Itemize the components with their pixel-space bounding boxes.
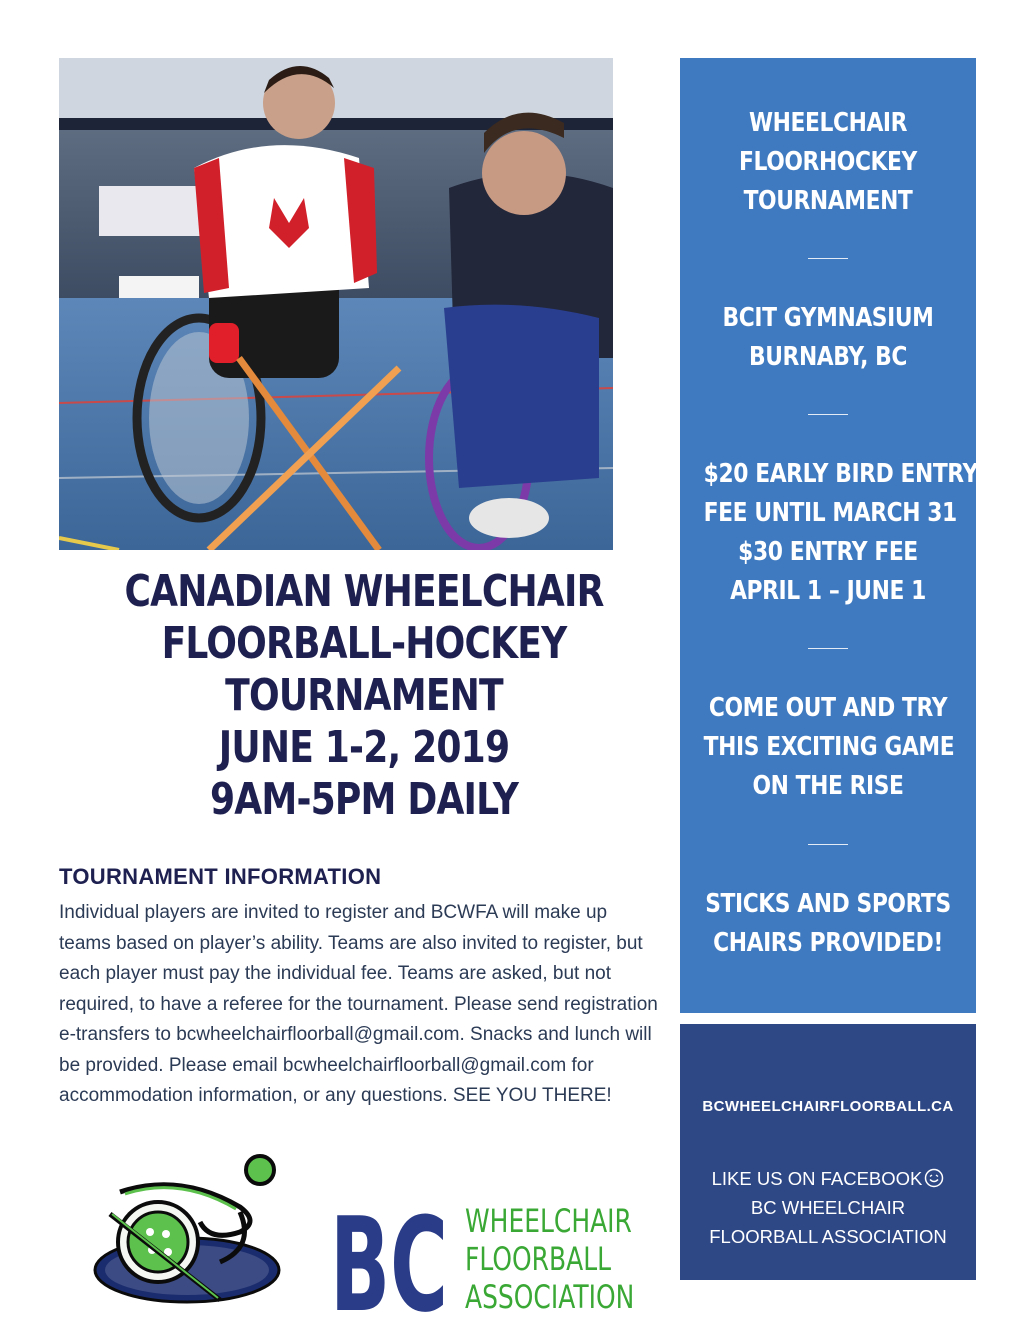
sidebar-line: FLOORHOCKEY bbox=[739, 147, 917, 177]
sidebar-block-equipment bbox=[680, 885, 976, 963]
bc-logo-initials bbox=[330, 1200, 450, 1315]
headline-line-1: CANADIAN WHEELCHAIR bbox=[124, 566, 604, 617]
association-line-1: WHEELCHAIR bbox=[465, 1202, 632, 1240]
sidebar-line: ON THE RISE bbox=[752, 771, 904, 801]
sidebar-block-title bbox=[680, 104, 976, 221]
sidebar-line: TOURNAMENT bbox=[743, 186, 913, 216]
bc-initials: BC bbox=[330, 1200, 448, 1315]
association-line-2: FLOORBALL bbox=[465, 1240, 612, 1278]
facebook-info bbox=[680, 1164, 976, 1251]
wheelchair-players-image bbox=[59, 58, 613, 550]
headline-line-3: TOURNAMENT bbox=[225, 670, 503, 721]
sidebar-line: STICKS AND SPORTS bbox=[705, 889, 951, 919]
facebook-label: LIKE US ON FACEBOOK bbox=[711, 1168, 923, 1189]
association-name bbox=[465, 1202, 682, 1316]
sidebar-block-location bbox=[680, 299, 976, 377]
sidebar-line: THIS EXCITING GAME bbox=[703, 732, 955, 762]
sidebar-block-fees bbox=[680, 455, 976, 611]
association-line-3: ASSOCIATION bbox=[465, 1278, 635, 1316]
info-body: Individual players are invited to register and BCWFA will make up teams based on player’s ability. Teams are also invited to register, but each player must pay the individual fee. Teams are asked, but not required, to have a referee for the tournament. Please send registration e-transfers to bcwheelchairfloorball@gmail.com. Snacks and lunch will be provided. Please email bcwheelchairfloorball@gmail.com for accommodation information, or any questions. SEE YOU THERE! bbox=[59, 902, 658, 1106]
headline-line-5: 9AM-5PM DAILY bbox=[209, 774, 519, 825]
sidebar-divider bbox=[808, 844, 848, 845]
headline-line-4: JUNE 1-2, 2019 bbox=[218, 722, 510, 773]
sidebar-line: BURNABY, BC bbox=[749, 342, 907, 372]
sidebar-divider bbox=[808, 258, 848, 259]
facebook-line-2: BC WHEELCHAIR bbox=[750, 1197, 906, 1218]
contact-box bbox=[680, 1024, 976, 1280]
sidebar-line: WHEELCHAIR bbox=[748, 108, 908, 138]
smiley-icon bbox=[924, 1168, 944, 1188]
facebook-line-3: FLOORBALL ASSOCIATION bbox=[709, 1226, 947, 1247]
sidebar-line: COME OUT AND TRY bbox=[708, 693, 948, 723]
sidebar-block-invite bbox=[680, 689, 976, 806]
floorball-player-logo bbox=[90, 1152, 285, 1312]
info-heading: TOURNAMENT INFORMATION bbox=[59, 864, 382, 889]
sidebar-line: $20 EARLY BIRD ENTRY bbox=[703, 459, 978, 489]
tournament-headline bbox=[59, 566, 669, 826]
facebook-line-1[interactable] bbox=[680, 1164, 976, 1193]
headline-line-2: FLOORBALL-HOCKEY bbox=[161, 618, 567, 669]
sidebar-line: FEE UNTIL MARCH 31 bbox=[703, 498, 957, 528]
sidebar-line: $30 ENTRY FEE bbox=[738, 537, 918, 567]
sidebar-divider bbox=[808, 648, 848, 649]
sidebar-line: BCIT GYMNASIUM bbox=[722, 303, 934, 333]
sidebar-line: CHAIRS PROVIDED! bbox=[713, 928, 943, 958]
sidebar-line: APRIL 1 – JUNE 1 bbox=[730, 576, 926, 606]
sidebar-divider bbox=[808, 414, 848, 415]
sidebar-details bbox=[680, 58, 976, 1013]
tournament-photo bbox=[59, 58, 613, 550]
website-link[interactable]: BCWHEELCHAIRFLOORBALL.CA bbox=[702, 1098, 954, 1115]
